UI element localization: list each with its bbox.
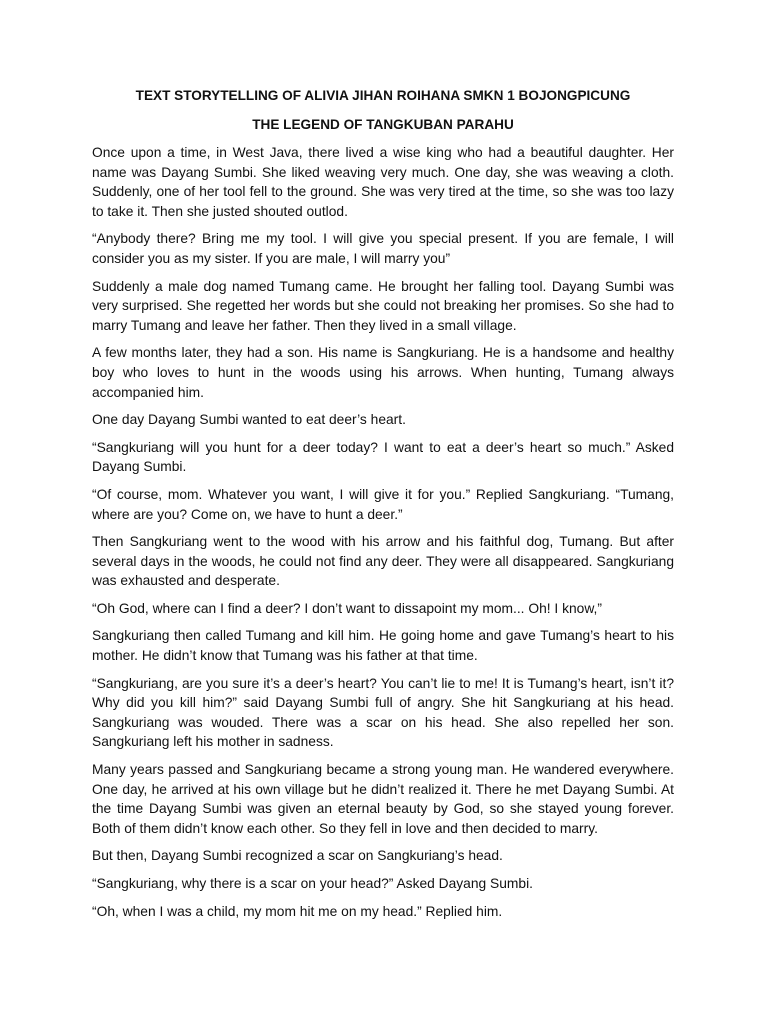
paragraph: A few months later, they had a son. His name is Sangkuriang. He is a handsome and healthy boy who loves to hunt in the woods using his arrows. When hunting, Tumang always accompanied him. [92,345,674,400]
story-body [92,143,674,921]
paragraph: One day Dayang Sumbi wanted to eat deer’s heart. [92,412,406,428]
paragraph: “Anybody there? Bring me my tool. I will give you special present. If you are female, I will consider you as my sister. If you are male, I will marry you” [92,231,674,266]
paragraph: “Sangkuriang, are you sure it’s a deer’s heart? You can’t lie to me! It is Tumang’s heart, isn’t it? Why did you kill him?” said Dayang Sumbi full of angry. She hit Sangkuriang at his head. Sangkuriang was wouded. There was a scar on his head. She also repelled her son. Sangkuriang left his mother in sadness. [92,675,674,750]
paragraph: “Oh, when I was a child, my mom hit me on my head.” Replied him. [92,903,503,919]
document-page [92,86,674,929]
paragraph: Many years passed and Sangkuriang became a strong young man. He wandered everywhere. One day, he arrived at his own village but he didn’t realized it. There he met Dayang Sumbi. At the time Dayang Sumbi was given an eternal beauty by God, so she stayed young forever. Both of them didn’t know each other. So they fell in love and then decided to marry. [92,762,674,836]
paragraph: But then, Dayang Sumbi recognized a scar on Sangkuriang’s head. [92,848,503,864]
paragraph: “Sangkuriang, why there is a scar on your head?” Asked Dayang Sumbi. [92,876,533,891]
paragraph: “Oh God, where can I find a deer? I don’t want to dissapoint my mom... Oh! I know,” [92,600,602,616]
paragraph: Suddenly a male dog named Tumang came. He brought her falling tool. Dayang Sumbi was very surprised. She regetted her words but she could not breaking her promises. So she had to marry Tumang and leave her father. Then they lived in a small village. [92,278,674,333]
paragraph: “Sangkuriang will you hunt for a deer today? I want to eat a deer’s heart so much.” Asked Dayang Sumbi. [92,439,674,475]
story-title: THE LEGEND OF TANGKUBAN PARAHU [252,117,514,132]
paragraph: Then Sangkuriang went to the wood with his arrow and his faithful dog, Tumang. But after several days in the woods, he could not find any deer. They were all disappeared. Sangkuriang was exhausted and desperate. [92,534,674,589]
paragraph: Once upon a time, in West Java, there lived a wise king who had a beautiful daughter. Her name was Dayang Sumbi. She liked weaving very much. One day, she was weaving a cloth. Suddenly, one of her tool fell to the ground. She was very tired at the time, so she was too lazy to take it. Then she justed shouted outlod. [92,145,674,219]
paragraph: “Of course, mom. Whatever you want, I will give it for you.” Replied Sangkuriang. “Tumang, where are you? Come on, we have to hunt a deer.” [92,486,674,522]
document-title: TEXT STORYTELLING OF ALIVIA JIHAN ROIHANA SMKN 1 BOJONGPICUNG [135,88,631,103]
paragraph: Sangkuriang then called Tumang and kill him. He going home and gave Tumang’s heart to his mother. He didn’t know that Tumang was his father at that time. [92,628,674,664]
